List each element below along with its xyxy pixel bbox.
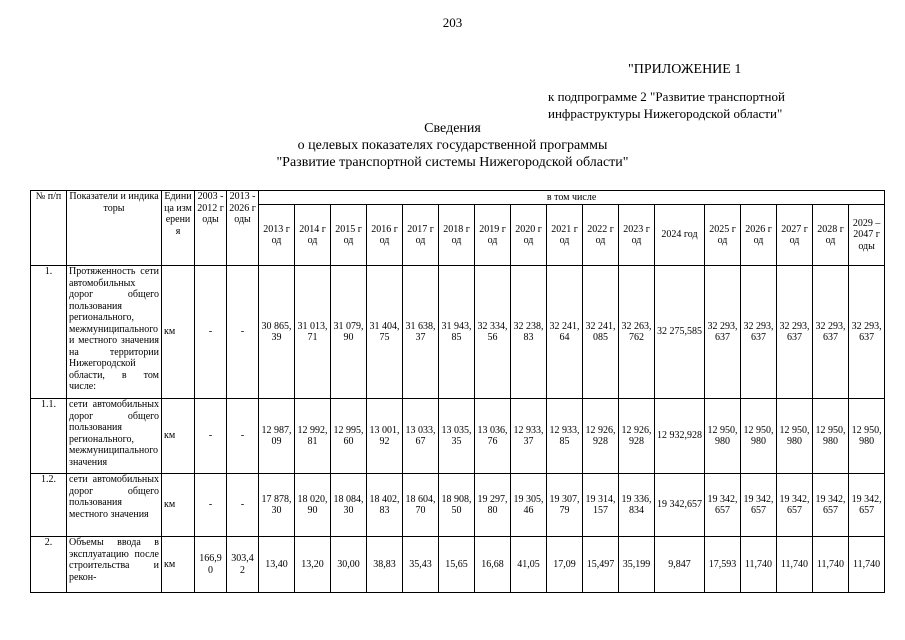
row-value: 19 305,46 — [511, 474, 547, 537]
row-value: 11,740 — [777, 537, 813, 593]
header-year: 2016 год — [367, 205, 403, 266]
row-value: 19 342,657 — [813, 474, 849, 537]
row-value: 12 950,980 — [813, 399, 849, 474]
header-year: 2020 год — [511, 205, 547, 266]
row-value: 32 293,637 — [741, 266, 777, 399]
row-value: 12 987,09 — [259, 399, 295, 474]
header-year: 2013 год — [259, 205, 295, 266]
table-row — [31, 399, 885, 474]
row-value: 35,199 — [619, 537, 655, 593]
header-year: 2019 год — [475, 205, 511, 266]
row-indicator: сети автомобильных дорог общего пользования местного значения — [67, 474, 162, 537]
row-value: 17 878,30 — [259, 474, 295, 537]
row-value: 32 293,637 — [705, 266, 741, 399]
row-value: 18 604,70 — [403, 474, 439, 537]
row-value: 38,83 — [367, 537, 403, 593]
row-value: 19 342,657 — [705, 474, 741, 537]
row-value: 13 035,35 — [439, 399, 475, 474]
header-year: 2028 год — [813, 205, 849, 266]
row-value: 19 342,657 — [655, 474, 705, 537]
row-value: 32 293,637 — [849, 266, 885, 399]
row-unit: км — [162, 266, 195, 399]
row-value: 17,593 — [705, 537, 741, 593]
row-value: 19 307,79 — [547, 474, 583, 537]
row-value: 30 865,39 — [259, 266, 295, 399]
header-year: 2018 год — [439, 205, 475, 266]
row-value: 11,740 — [741, 537, 777, 593]
appendix-title: "ПРИЛОЖЕНИЕ 1 — [628, 62, 742, 77]
row-value: 18 908,50 — [439, 474, 475, 537]
row-value: 12 933,85 — [547, 399, 583, 474]
row-value: 32 238,83 — [511, 266, 547, 399]
heading-line-1: Сведения — [424, 121, 481, 136]
row-indicator: сети автомобильных дорог общего пользования регионального, межмуниципального значения — [67, 399, 162, 474]
row-value: 19 342,657 — [849, 474, 885, 537]
row-period-2003: - — [195, 399, 227, 474]
row-value: 31 013,71 — [295, 266, 331, 399]
header-period-2013: 2013 - 2026 годы — [227, 191, 259, 266]
document-heading — [0, 120, 905, 171]
row-value: 19 297,80 — [475, 474, 511, 537]
row-indicator: Протяженность сети автомобильных дорог общего пользования регионального, межмуниципального и местного значения на территории Нижегородской области, в том числе: — [67, 266, 162, 399]
row-value: 19 342,657 — [777, 474, 813, 537]
row-value: 11,740 — [813, 537, 849, 593]
row-period-2003: - — [195, 474, 227, 537]
row-value: 12 950,980 — [741, 399, 777, 474]
row-value: 12 926,928 — [619, 399, 655, 474]
table-row — [31, 266, 885, 399]
row-num: 1.2. — [31, 474, 67, 537]
row-value: 16,68 — [475, 537, 511, 593]
row-value: 32 263,762 — [619, 266, 655, 399]
header-num: № п/п — [31, 191, 67, 266]
row-num: 1.1. — [31, 399, 67, 474]
row-period-2013: - — [227, 474, 259, 537]
row-period-2003: - — [195, 266, 227, 399]
header-year: 2017 год — [403, 205, 439, 266]
header-year: 2025 год — [705, 205, 741, 266]
header-year: 2024 год — [655, 205, 705, 266]
header-year: 2027 год — [777, 205, 813, 266]
row-period-2013: - — [227, 266, 259, 399]
row-value: 32 275,585 — [655, 266, 705, 399]
header-year: 2022 год — [583, 205, 619, 266]
row-value: 12 950,980 — [705, 399, 741, 474]
row-value: 13 033,67 — [403, 399, 439, 474]
row-value: 12 950,980 — [849, 399, 885, 474]
row-value: 19 336,834 — [619, 474, 655, 537]
row-num: 1. — [31, 266, 67, 399]
row-value: 13 036,76 — [475, 399, 511, 474]
header-unit: Единица измерения — [162, 191, 195, 266]
header-year: 2015 год — [331, 205, 367, 266]
row-value: 18 020,90 — [295, 474, 331, 537]
row-value: 15,65 — [439, 537, 475, 593]
row-unit: км — [162, 537, 195, 593]
indicators-table — [30, 190, 885, 593]
row-unit: км — [162, 474, 195, 537]
row-value: 12 995,60 — [331, 399, 367, 474]
header-indicator: Показатели и индикаторы — [67, 191, 162, 266]
row-unit: км — [162, 399, 195, 474]
row-indicator: Объемы ввода в эксплуатацию после строительства и рекон- — [67, 537, 162, 593]
header-including: в том числе — [259, 191, 885, 205]
header-year: 2023 год — [619, 205, 655, 266]
table-row — [31, 474, 885, 537]
row-value: 32 334,56 — [475, 266, 511, 399]
row-value: 32 241,085 — [583, 266, 619, 399]
header-year: 2029 – 2047 годы — [849, 205, 885, 266]
row-period-2003: 166,90 — [195, 537, 227, 593]
row-value: 35,43 — [403, 537, 439, 593]
row-num: 2. — [31, 537, 67, 593]
row-value: 13 001,92 — [367, 399, 403, 474]
heading-line-3: "Развитие транспортной системы Нижегородской области" — [276, 155, 629, 170]
row-value: 12 926,928 — [583, 399, 619, 474]
row-value: 12 992,81 — [295, 399, 331, 474]
row-value: 31 943,85 — [439, 266, 475, 399]
row-value: 13,40 — [259, 537, 295, 593]
row-value: 31 638,37 — [403, 266, 439, 399]
row-value: 32 241,64 — [547, 266, 583, 399]
row-period-2013: - — [227, 399, 259, 474]
row-period-2013: 303,42 — [227, 537, 259, 593]
row-value: 12 933,37 — [511, 399, 547, 474]
row-value: 19 314,157 — [583, 474, 619, 537]
header-year: 2026 год — [741, 205, 777, 266]
row-value: 30,00 — [331, 537, 367, 593]
row-value: 18 084,30 — [331, 474, 367, 537]
appendix-subtitle — [548, 88, 785, 122]
row-value: 13,20 — [295, 537, 331, 593]
header-year: 2021 год — [547, 205, 583, 266]
row-value: 18 402,83 — [367, 474, 403, 537]
row-value: 41,05 — [511, 537, 547, 593]
table-row — [31, 537, 885, 593]
row-value: 31 079,90 — [331, 266, 367, 399]
header-year: 2014 год — [295, 205, 331, 266]
header-period-2003: 2003 - 2012 годы — [195, 191, 227, 266]
row-value: 17,09 — [547, 537, 583, 593]
row-value: 19 342,657 — [741, 474, 777, 537]
row-value: 9,847 — [655, 537, 705, 593]
heading-line-2: о целевых показателях государственной программы — [297, 138, 608, 153]
page-number: 203 — [442, 15, 463, 30]
row-value: 32 293,637 — [777, 266, 813, 399]
row-value: 31 404,75 — [367, 266, 403, 399]
subtitle-line-2: инфраструктуры Нижегородской области" — [548, 106, 783, 121]
row-value: 32 293,637 — [813, 266, 849, 399]
row-value: 11,740 — [849, 537, 885, 593]
row-value: 12 932,928 — [655, 399, 705, 474]
row-value: 15,497 — [583, 537, 619, 593]
row-value: 12 950,980 — [777, 399, 813, 474]
subtitle-line-1: к подпрограмме 2 "Развитие транспортной — [548, 89, 785, 104]
